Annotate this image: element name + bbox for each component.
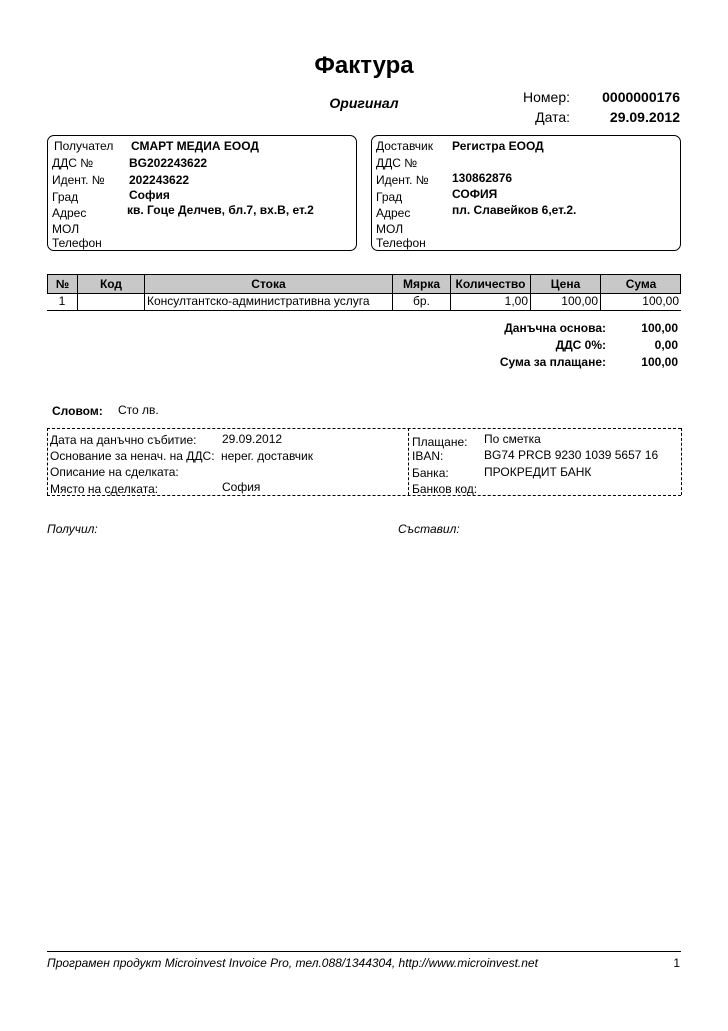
table-row	[47, 293, 681, 311]
tax-base-value: 100,00	[641, 321, 678, 335]
recipient-city-label: Град	[52, 190, 79, 204]
deal-description-label: Описание на сделката:	[50, 465, 179, 479]
deal-place-label: Място на сделката:	[50, 482, 159, 496]
payment-method-value: По сметка	[484, 432, 541, 446]
items-table-header	[47, 274, 681, 294]
bank-label: Банка:	[412, 466, 449, 480]
invoice-date-label: Дата:	[535, 109, 570, 125]
supplier-id-label: Идент. №	[376, 173, 429, 187]
tax-event-value: 29.09.2012	[222, 432, 283, 446]
cell-sum: 100,00	[600, 293, 681, 310]
col-header-code: Код	[78, 275, 145, 293]
recipient-vat-label: ДДС №	[52, 156, 94, 170]
bank-value: ПРОКРЕДИТ БАНК	[484, 465, 592, 479]
details-left-edge	[47, 428, 48, 495]
recipient-mol-label: МОЛ	[52, 222, 80, 236]
total-label: Сума за плащане:	[499, 355, 606, 369]
supplier-address-label: Адрес	[376, 206, 411, 220]
page-number: 1	[673, 956, 680, 970]
col-header-price: Цена	[531, 275, 601, 293]
cell-code	[77, 293, 144, 310]
supplier-address: пл. Славейков 6,ет.2.	[452, 203, 577, 217]
details-top-divider	[47, 428, 681, 429]
received-by-label: Получил:	[47, 522, 98, 536]
recipient-name-label: Получател	[54, 139, 114, 153]
col-header-sum: Сума	[625, 277, 657, 291]
composed-by-label: Съставил:	[398, 522, 460, 536]
tax-event-label: Дата на данъчно събитие:	[50, 433, 197, 447]
recipient-city: София	[129, 188, 170, 202]
supplier-city-label: Град	[376, 190, 403, 204]
document-title: Фактура	[314, 52, 414, 79]
col-header-quantity: Количество	[451, 275, 531, 293]
deal-place-value: София	[222, 480, 261, 494]
cell-quantity: 1,00	[450, 293, 530, 310]
payment-method-label: Плащане:	[412, 435, 468, 449]
recipient-phone-label: Телефон	[52, 236, 102, 250]
in-words-label: Словом:	[52, 404, 103, 418]
copy-type-label: Оригинал	[329, 95, 399, 111]
iban-value: BG74 PRCB 9230 1039 5657 16	[484, 448, 659, 462]
supplier-city: СОФИЯ	[452, 187, 498, 201]
col-header-no: №	[48, 275, 78, 293]
tax-base-label: Данъчна основа:	[504, 321, 606, 335]
vat-basis-value: нерег. доставчик	[221, 449, 313, 463]
footer-divider	[47, 951, 681, 952]
recipient-vat: BG202243622	[129, 156, 208, 170]
col-header-item: Стока	[145, 275, 393, 293]
vat-basis-label: Основание за ненач. на ДДС:	[50, 449, 215, 463]
bank-code-label: Банков код:	[412, 482, 478, 496]
vat-label: ДДС 0%:	[555, 338, 606, 352]
invoice-number-value: 0000000176	[602, 89, 680, 105]
cell-item: Консултантско-административна услуга	[144, 293, 392, 310]
iban-label: IBAN:	[412, 449, 444, 463]
invoice-number-label: Номер:	[523, 89, 570, 105]
cell-unit: бр.	[392, 293, 450, 310]
invoice-date-value: 29.09.2012	[609, 109, 680, 125]
recipient-id: 202243622	[129, 173, 190, 187]
recipient-address-label: Адрес	[52, 206, 87, 220]
supplier-vat-label: ДДС №	[376, 156, 418, 170]
footer-text: Програмен продукт Microinvest Invoice Pro, тел.088/1344304, http://www.microinvest.net	[47, 956, 538, 970]
col-header-unit: Мярка	[393, 275, 451, 293]
supplier-id: 130862876	[452, 171, 513, 185]
supplier-mol-label: МОЛ	[376, 222, 404, 236]
supplier-phone-label: Телефон	[376, 236, 426, 250]
total-value: 100,00	[641, 355, 678, 369]
cell-no: 1	[58, 294, 66, 308]
vat-value: 0,00	[654, 338, 678, 352]
details-right-edge	[681, 428, 682, 495]
supplier-name-label: Доставчик	[376, 139, 434, 153]
cell-price: 100,00	[530, 293, 600, 310]
details-middle-edge	[408, 428, 409, 495]
recipient-address: кв. Гоце Делчев, бл.7, вх.В, ет.2	[127, 203, 314, 217]
supplier-name: Регистра ЕООД	[452, 139, 544, 153]
recipient-name: СМАРТ МЕДИА ЕООД	[131, 139, 259, 153]
recipient-id-label: Идент. №	[52, 173, 105, 187]
in-words-value: Сто лв.	[118, 403, 159, 417]
